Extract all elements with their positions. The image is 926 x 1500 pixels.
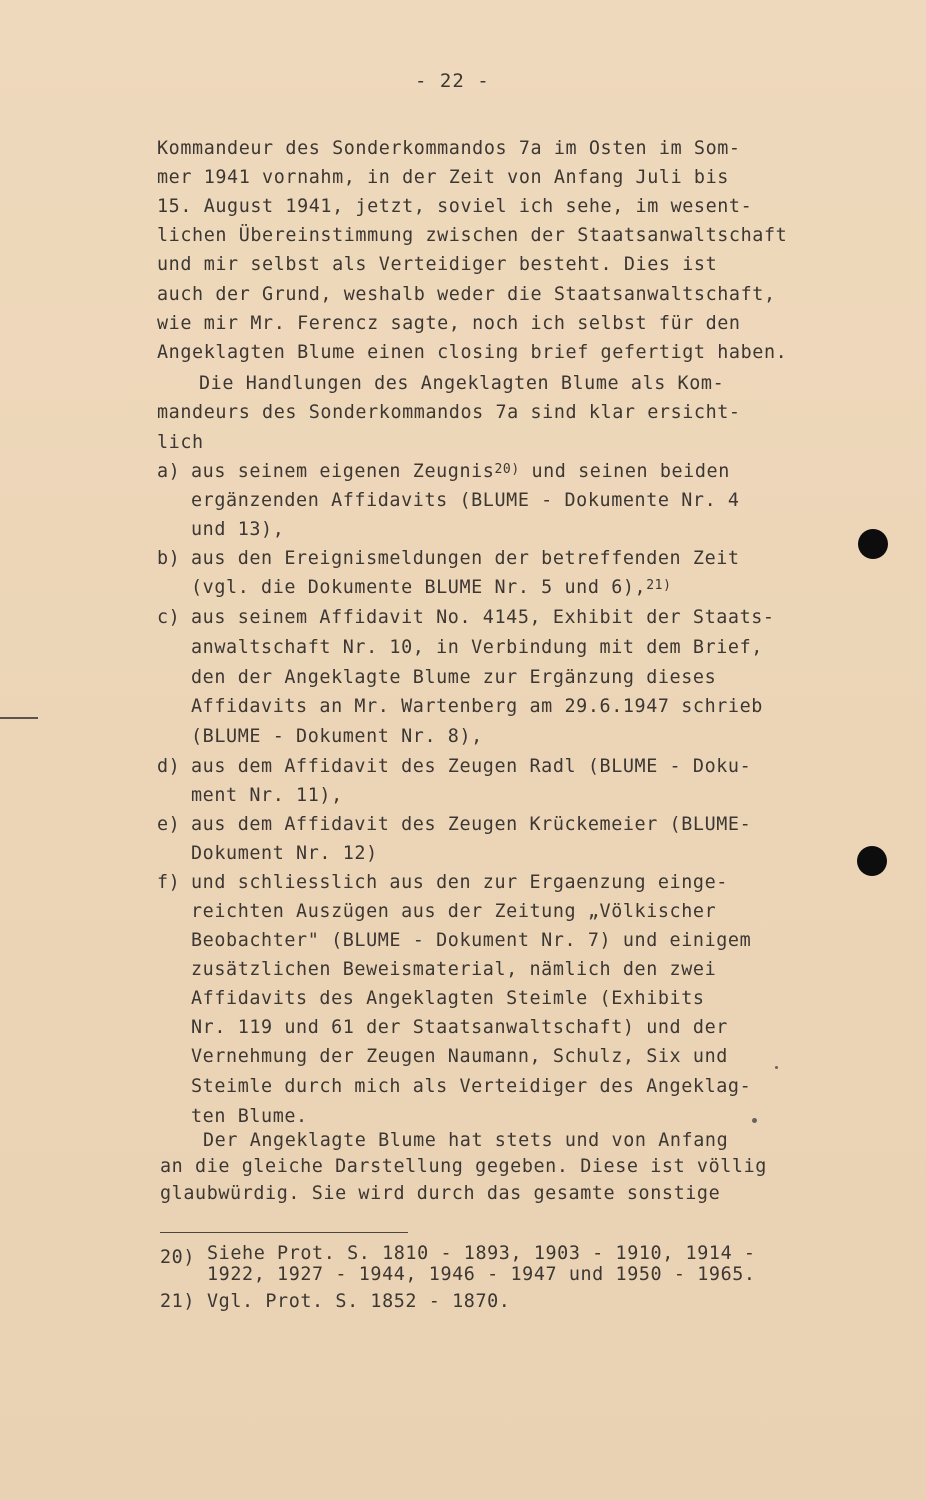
footnote-ref: 21) [646, 578, 672, 593]
list-item-line: und 13), [191, 519, 285, 540]
list-marker: b) [157, 548, 181, 569]
list-item-line: aus dem Affidavit des Zeugen Krückemeier (BLUME- [191, 814, 752, 835]
body-line: lichen Übereinstimmung zwischen der Staatsanwaltschaft [157, 225, 788, 246]
list-item-line: aus seinem eigenen Zeugnis$^{20)}$ und seinen beiden [191, 461, 730, 482]
body-line: Angeklagten Blume einen closing brief gefertigt haben. [157, 342, 788, 363]
body-line: lich [157, 432, 204, 453]
footnote-line: Vgl. Prot. S. 1852 - 1870. [207, 1291, 511, 1312]
body-line: wie mir Mr. Ferencz sagte, noch ich selbst für den [157, 313, 741, 334]
footnote-line: 1922, 1927 - 1944, 1946 - 1947 und 1950 - 1965. [207, 1264, 756, 1285]
list-item-line: den der Angeklagte Blume zur Ergänzung dieses [191, 667, 717, 688]
list-item-line: zusätzlichen Beweismaterial, nämlich den zwei [191, 959, 717, 980]
list-item-line: Beobachter" (BLUME - Dokument Nr. 7) und einigem [191, 930, 752, 951]
footnote-ref: 20) [494, 462, 520, 477]
list-marker: f) [157, 872, 181, 893]
ink-speck [775, 1066, 778, 1069]
footnote-marker: 20) [160, 1247, 196, 1268]
list-item-line: ment Nr. 11), [191, 785, 343, 806]
punch-hole [858, 529, 888, 559]
footnote-divider [160, 1232, 408, 1233]
list-marker: a) [157, 461, 181, 482]
body-line: 15. August 1941, jetzt, soviel ich sehe, im wesent- [157, 196, 753, 217]
list-item-line: aus den Ereignismeldungen der betreffenden Zeit [191, 548, 740, 569]
ink-speck [752, 1118, 757, 1123]
list-item-line: Steimle durch mich als Verteidiger des Angeklag- [191, 1076, 752, 1097]
body-line: mer 1941 vornahm, in der Zeit von Anfang Juli bis [157, 167, 729, 188]
list-item-line: Nr. 119 und 61 der Staatsanwaltschaft) und der [191, 1017, 728, 1038]
list-item-line: Affidavits an Mr. Wartenberg am 29.6.1947 schrieb [191, 696, 763, 717]
body-line: und mir selbst als Verteidiger besteht. Dies ist [157, 254, 718, 275]
body-line: Kommandeur des Sonderkommandos 7a im Osten im Som- [157, 138, 741, 159]
footnote-line: Siehe Prot. S. 1810 - 1893, 1903 - 1910, 1914 - [207, 1243, 756, 1264]
list-item-line: (vgl. die Dokumente BLUME Nr. 5 und 6),$^{21)}$ [191, 577, 672, 598]
list-item-line: reichten Auszügen aus der Zeitung „Völkischer [191, 901, 717, 922]
list-item-line: ergänzenden Affidavits (BLUME - Dokumente Nr. 4 [191, 490, 740, 511]
list-item-line: aus dem Affidavit des Zeugen Radl (BLUME - Doku- [191, 756, 752, 777]
body-line: auch der Grund, weshalb weder die Staatsanwaltschaft, [157, 284, 776, 305]
list-marker: c) [157, 607, 181, 628]
footnote-marker: 21) [160, 1291, 196, 1312]
punch-hole [857, 846, 887, 876]
list-item-line: ten Blume. [191, 1106, 308, 1127]
list-item-line: (BLUME - Dokument Nr. 8), [191, 726, 483, 747]
body-line: mandeurs des Sonderkommandos 7a sind klar ersicht- [157, 402, 741, 423]
page-number: - 22 - [415, 70, 490, 92]
list-item-line: Affidavits des Angeklagten Steimle (Exhibits [191, 988, 705, 1009]
body-line: Die Handlungen des Angeklagten Blume als Kom- [199, 373, 725, 394]
body-line: glaubwürdig. Sie wird durch das gesamte sonstige [160, 1183, 721, 1204]
list-item-line: Vernehmung der Zeugen Naumann, Schulz, Six und [191, 1046, 728, 1067]
body-line: an die gleiche Darstellung gegeben. Diese ist völlig [160, 1156, 767, 1177]
body-line: Der Angeklagte Blume hat stets und von Anfang [203, 1130, 729, 1151]
fold-mark [0, 717, 38, 719]
list-item-line: aus seinem Affidavit No. 4145, Exhibit der Staats- [191, 607, 775, 628]
list-marker: d) [157, 756, 181, 777]
list-item-line: anwaltschaft Nr. 10, in Verbindung mit dem Brief, [191, 637, 763, 658]
list-item-line: Dokument Nr. 12) [191, 843, 378, 864]
list-marker: e) [157, 814, 181, 835]
list-item-line: und schliesslich aus den zur Ergaenzung einge- [191, 872, 728, 893]
